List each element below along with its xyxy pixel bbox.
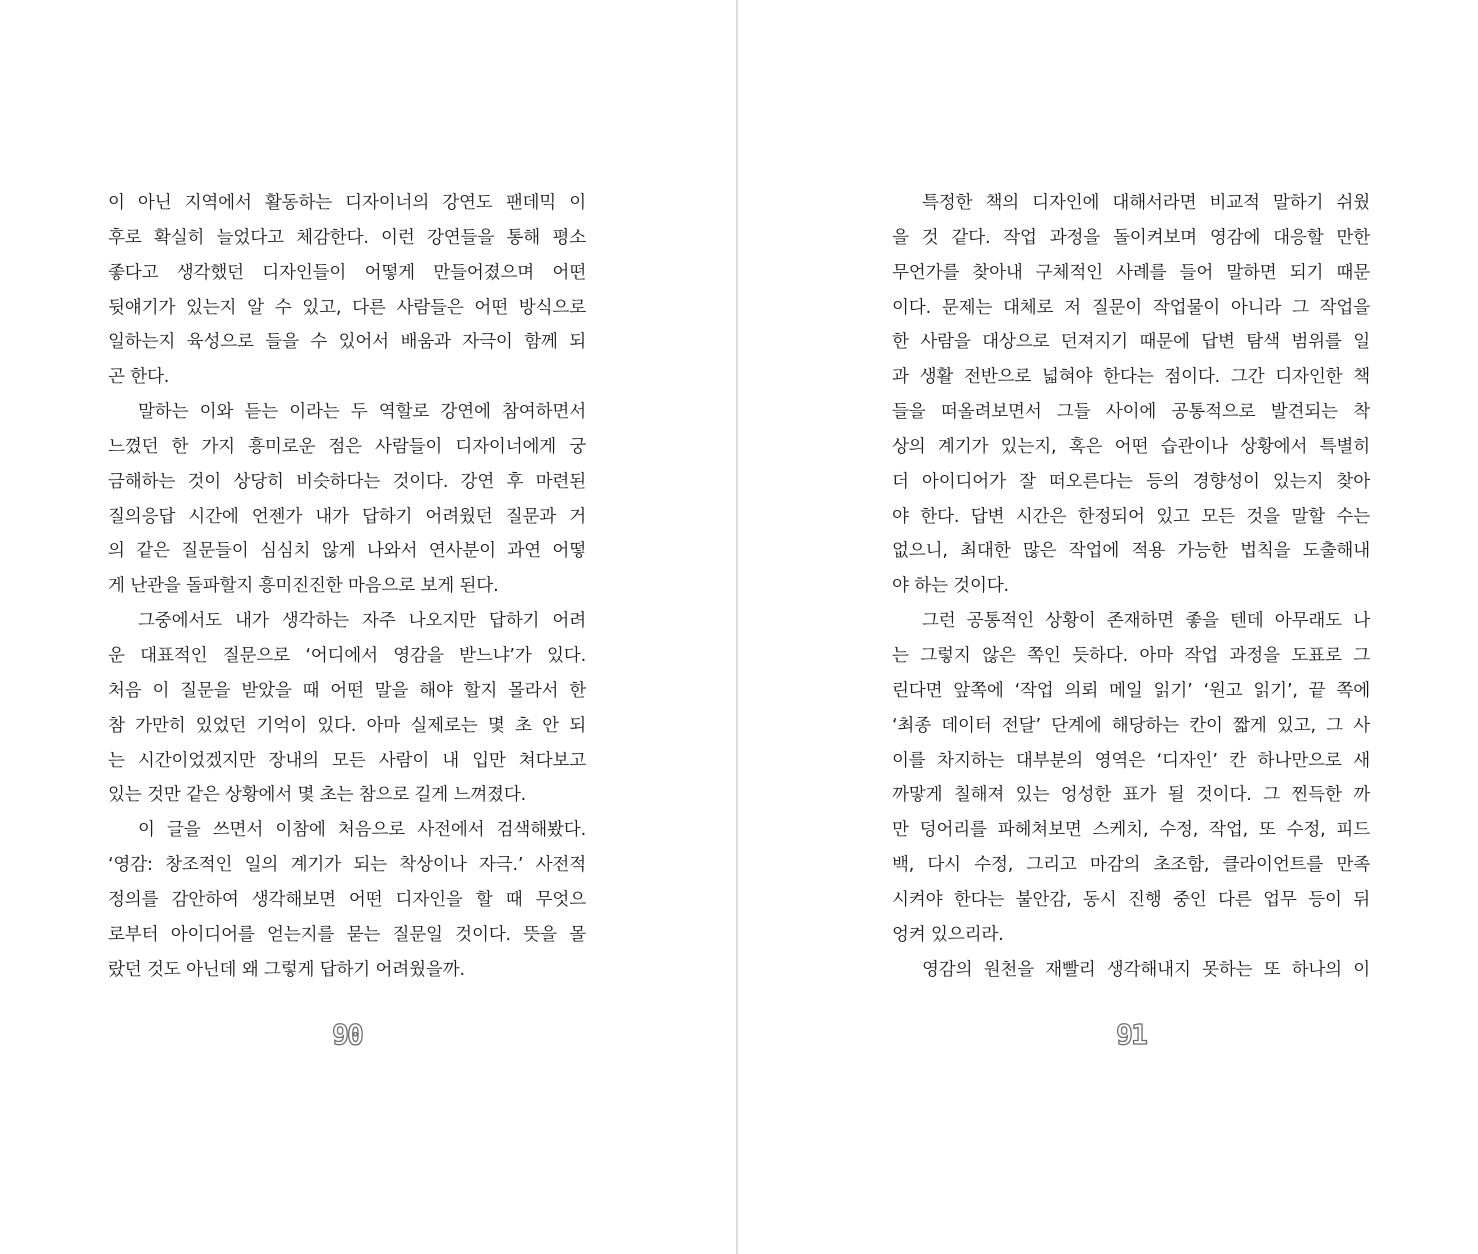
text-line: 랐던 것도 아닌데 왜 그렇게 답하기 어려웠을까. xyxy=(108,959,465,980)
text-line: 과 생활 전반으로 넓혀야 한다는 점이다. 그간 디자인한 책 xyxy=(892,367,1370,388)
text-line: 린다면 앞쪽에 ‘작업 의뢰 메일 읽기’ ‘원고 읽기’, 끝 쪽에 xyxy=(892,680,1370,701)
text-line: 뒷얘기가 있는지 알 수 있고, 다른 사람들은 어떤 방식으로 xyxy=(108,297,586,318)
text-line: 까맣게 칠해져 있는 엉성한 표가 될 것이다. 그 찐득한 까 xyxy=(892,785,1370,806)
paragraph-first-line: 특정한 책의 디자인에 대해서라면 비교적 말하기 쉬웠 xyxy=(922,193,1370,213)
text-line: 로부터 아이디어를 얻는지를 묻는 질문일 것이다. 뜻을 몰 xyxy=(108,924,586,945)
text-line: 시켜야 한다는 불안감, 동시 진행 중인 다른 업무 등이 뒤 xyxy=(892,889,1370,910)
right-page xyxy=(738,0,1478,1254)
text-line: 이다. 문제는 대체로 저 질문이 작업물이 아니라 그 작업을 xyxy=(892,297,1370,318)
text-line: 을 것 같다. 작업 과정을 돌이켜보며 영감에 대응할 만한 xyxy=(892,227,1370,248)
paragraph-first-line: 이 글을 쓰면서 이참에 처음으로 사전에서 검색해봤다. xyxy=(138,820,586,841)
left-page-body-text xyxy=(108,186,586,987)
text-line: 이를 차지하는 대부분의 영역은 ‘디자인’ 칸 하나만으로 새 xyxy=(892,750,1370,771)
paragraph-first-line: 그런 공통적인 상황이 존재하면 좋을 텐데 아무래도 나 xyxy=(922,611,1370,632)
text-line: 금해하는 것이 상당히 비슷하다는 것이다. 강연 후 마련된 xyxy=(108,471,586,492)
left-page xyxy=(0,0,736,1254)
text-line: 만 덩어리를 파헤쳐보면 스케치, 수정, 작업, 또 수정, 피드 xyxy=(892,820,1370,841)
text-line: 백, 다시 수정, 그리고 마감의 초조함, 클라이언트를 만족 xyxy=(892,855,1370,876)
text-line: 운 대표적인 질문으로 ‘어디에서 영감을 받느냐’가 있다. xyxy=(108,645,586,666)
text-line: 정의를 감안하여 생각해보면 어떤 디자인을 할 때 무엇으 xyxy=(108,889,586,910)
paragraph-first-line: 말하는 이와 듣는 이라는 두 역할로 강연에 참여하면서 xyxy=(138,402,586,423)
page-number: 90 xyxy=(332,1018,362,1051)
text-line: 질의응답 시간에 언젠가 내가 답하기 어려웠던 질문과 거 xyxy=(108,506,586,527)
text-line: ‘최종 데이터 전달’ 단계에 해당하는 칸이 짧게 있고, 그 사 xyxy=(892,715,1370,736)
text-line: 이 아닌 지역에서 활동하는 디자이너의 강연도 팬데믹 이 xyxy=(108,193,586,213)
text-line: 좋다고 생각했던 디자인들이 어떻게 만들어졌으며 어떤 xyxy=(108,262,586,283)
text-line: 참 가만히 있었던 기억이 있다. 아마 실제로는 몇 초 안 되 xyxy=(108,715,586,736)
text-line: 야 한다. 답변 시간은 한정되어 있고 모든 것을 말할 수는 xyxy=(892,506,1370,527)
paragraph-first-line: 영감의 원천을 재빨리 생각해내지 못하는 또 하나의 이 xyxy=(922,959,1370,980)
paragraph-first-line: 그중에서도 내가 생각하는 자주 나오지만 답하기 어려 xyxy=(138,611,586,632)
text-line: 있는 것만 같은 상황에서 몇 초는 참으로 길게 느껴졌다. xyxy=(108,785,527,806)
text-line: 후로 확실히 늘었다고 체감한다. 이런 강연들을 통해 평소 xyxy=(108,227,586,248)
text-line: 야 하는 것이다. xyxy=(892,576,1009,597)
text-line: 들을 떠올려보면서 그들 사이에 공통적으로 발견되는 착 xyxy=(892,402,1370,423)
text-line: 게 난관을 돌파할지 흥미진진한 마음으로 보게 된다. xyxy=(108,576,499,597)
text-line: 곤 한다. xyxy=(108,367,170,388)
text-line: 한 사람을 대상으로 던져지기 때문에 답변 탐색 범위를 일 xyxy=(892,332,1370,353)
text-line: 엉켜 있으리라. xyxy=(892,924,1004,945)
text-line: 일하는지 육성으로 들을 수 있어서 배움과 자극이 함께 되 xyxy=(108,332,586,353)
text-line: ‘영감: 창조적인 일의 계기가 되는 착상이나 자극.’ 사전적 xyxy=(108,855,586,876)
text-line: 없으니, 최대한 많은 작업에 적용 가능한 법칙을 도출해내 xyxy=(892,541,1370,562)
text-line: 의 같은 질문들이 심심치 않게 나와서 연사분이 과연 어떻 xyxy=(108,541,586,562)
text-line: 처음 이 질문을 받았을 때 어떤 말을 해야 할지 몰라서 한 xyxy=(108,680,586,701)
text-line: 느꼈던 한 가지 흥미로운 점은 사람들이 디자이너에게 궁 xyxy=(108,436,586,457)
page-number: 91 xyxy=(1116,1018,1146,1051)
text-line: 무언가를 찾아내 구체적인 사례를 들어 말하면 되기 때문 xyxy=(892,262,1370,283)
text-line: 는 시간이었겠지만 장내의 모든 사람이 내 입만 쳐다보고 xyxy=(108,750,586,771)
text-line: 는 그렇지 않은 쪽인 듯하다. 아마 작업 과정을 도표로 그 xyxy=(892,645,1370,666)
text-line: 더 아이디어가 잘 떠오른다는 등의 경향성이 있는지 찾아 xyxy=(892,471,1370,492)
right-page-body-text xyxy=(892,186,1370,987)
text-line: 상의 계기가 있는지, 혹은 어떤 습관이나 상황에서 특별히 xyxy=(892,436,1370,457)
